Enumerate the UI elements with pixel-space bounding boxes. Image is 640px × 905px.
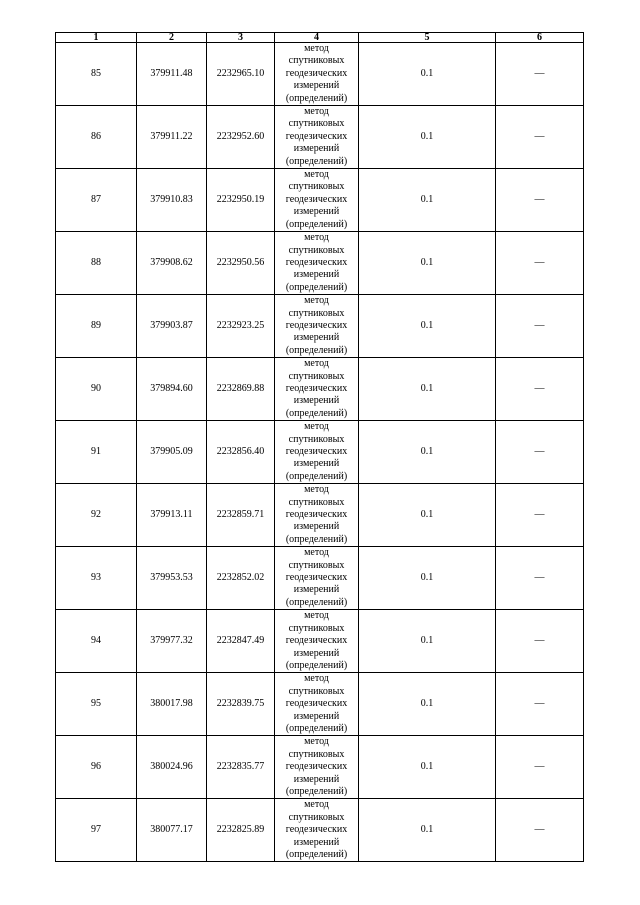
- table-row: [56, 421, 584, 484]
- note-cell: —: [496, 673, 584, 736]
- method-text-line: метод: [304, 43, 329, 54]
- method-text-line: измерений: [293, 269, 340, 281]
- x-coordinate-cell: 379911.48: [137, 43, 207, 106]
- table-row: [56, 610, 584, 673]
- y-coordinate-cell: 2232869.88: [207, 358, 275, 421]
- method-cell: [275, 799, 359, 862]
- method-text-line: измерений: [293, 395, 340, 407]
- y-coordinate-cell: 2232856.40: [207, 421, 275, 484]
- point-number-cell: 94: [56, 610, 137, 673]
- x-coordinate-cell: 379977.32: [137, 610, 207, 673]
- method-text-line: метод: [304, 484, 329, 496]
- note-cell: —: [496, 799, 584, 862]
- point-number-cell: 89: [56, 295, 137, 358]
- method-text-line: (определений): [285, 533, 348, 545]
- y-coordinate-cell: 2232965.10: [207, 43, 275, 106]
- column-header: 4: [275, 33, 359, 43]
- method-text-line: геодезических: [285, 761, 348, 773]
- note-cell: —: [496, 358, 584, 421]
- x-coordinate-cell: 379953.53: [137, 547, 207, 610]
- method-text-line: (определений): [285, 218, 348, 230]
- y-coordinate-cell: 2232950.56: [207, 232, 275, 295]
- note-cell: —: [496, 610, 584, 673]
- note-cell: —: [496, 43, 584, 106]
- y-coordinate-cell: 2232952.60: [207, 106, 275, 169]
- x-coordinate-cell: 379905.09: [137, 421, 207, 484]
- accuracy-cell: 0.1: [359, 358, 496, 421]
- method-cell: [275, 232, 359, 295]
- point-number-cell: 91: [56, 421, 137, 484]
- note-cell: —: [496, 547, 584, 610]
- table-body: [56, 43, 584, 862]
- table-row: [56, 358, 584, 421]
- accuracy-cell: 0.1: [359, 295, 496, 358]
- note-cell: —: [496, 421, 584, 484]
- method-text-line: (определений): [285, 344, 348, 356]
- accuracy-cell: 0.1: [359, 673, 496, 736]
- point-number-cell: 97: [56, 799, 137, 862]
- point-number-cell: 85: [56, 43, 137, 106]
- method-text-line: спутниковых: [288, 559, 345, 571]
- y-coordinate-cell: 2232859.71: [207, 484, 275, 547]
- method-text-line: спутниковых: [288, 685, 345, 697]
- method-text-line: спутниковых: [288, 118, 345, 130]
- method-text-line: геодезических: [285, 382, 348, 394]
- accuracy-cell: 0.1: [359, 547, 496, 610]
- method-cell: [275, 43, 359, 106]
- method-text-line: геодезических: [285, 572, 348, 584]
- method-text-line: геодезических: [285, 193, 348, 205]
- point-number-cell: 96: [56, 736, 137, 799]
- method-text-line: спутниковых: [288, 181, 345, 193]
- coordinates-table: [55, 32, 584, 862]
- x-coordinate-cell: 380077.17: [137, 799, 207, 862]
- method-text-line: измерений: [293, 206, 340, 218]
- method-text-line: (определений): [285, 470, 348, 482]
- point-number-cell: 87: [56, 169, 137, 232]
- method-text-line: (определений): [285, 596, 348, 608]
- table-row: [56, 484, 584, 547]
- y-coordinate-cell: 2232923.25: [207, 295, 275, 358]
- accuracy-cell: 0.1: [359, 421, 496, 484]
- header-row: [56, 33, 584, 43]
- method-text-line: (определений): [285, 155, 348, 167]
- accuracy-cell: 0.1: [359, 736, 496, 799]
- method-cell: [275, 106, 359, 169]
- method-text-line: геодезических: [285, 509, 348, 521]
- method-text-line: геодезических: [285, 67, 348, 79]
- method-cell: [275, 484, 359, 547]
- y-coordinate-cell: 2232825.89: [207, 799, 275, 862]
- method-text-line: спутниковых: [288, 811, 345, 823]
- note-cell: —: [496, 736, 584, 799]
- note-cell: —: [496, 106, 584, 169]
- method-cell: [275, 610, 359, 673]
- method-text-line: измерений: [293, 458, 340, 470]
- method-text-line: метод: [304, 799, 329, 811]
- note-cell: —: [496, 232, 584, 295]
- method-text-line: измерений: [293, 773, 340, 785]
- x-coordinate-cell: 379894.60: [137, 358, 207, 421]
- x-coordinate-cell: 379913.11: [137, 484, 207, 547]
- method-text-line: геодезических: [285, 130, 348, 142]
- method-text-line: метод: [304, 169, 329, 181]
- x-coordinate-cell: 379903.87: [137, 295, 207, 358]
- method-text-line: спутниковых: [288, 307, 345, 319]
- table-header: [56, 33, 584, 43]
- method-text-line: метод: [304, 358, 329, 370]
- table-row: [56, 673, 584, 736]
- column-header: 3: [207, 33, 275, 43]
- method-text-line: геодезических: [285, 635, 348, 647]
- y-coordinate-cell: 2232835.77: [207, 736, 275, 799]
- note-cell: —: [496, 169, 584, 232]
- method-text-line: измерений: [293, 143, 340, 155]
- method-cell: [275, 736, 359, 799]
- method-text-line: (определений): [285, 92, 348, 104]
- method-text-line: спутниковых: [288, 622, 345, 634]
- method-text-line: измерений: [293, 836, 340, 848]
- method-text-line: измерений: [293, 584, 340, 596]
- method-text-line: (определений): [285, 785, 348, 797]
- method-text-line: измерений: [293, 710, 340, 722]
- method-text-line: спутниковых: [288, 370, 345, 382]
- method-cell: [275, 358, 359, 421]
- note-cell: —: [496, 484, 584, 547]
- table-row: [56, 106, 584, 169]
- method-cell: [275, 547, 359, 610]
- method-cell: [275, 421, 359, 484]
- table-row: [56, 736, 584, 799]
- accuracy-cell: 0.1: [359, 484, 496, 547]
- point-number-cell: 90: [56, 358, 137, 421]
- method-text-line: метод: [304, 295, 329, 307]
- method-text-line: спутниковых: [288, 748, 345, 760]
- point-number-cell: 93: [56, 547, 137, 610]
- method-text-line: метод: [304, 421, 329, 433]
- y-coordinate-cell: 2232839.75: [207, 673, 275, 736]
- point-number-cell: 92: [56, 484, 137, 547]
- method-text-line: метод: [304, 736, 329, 748]
- method-text-line: измерений: [293, 80, 340, 92]
- method-text-line: спутниковых: [288, 55, 345, 67]
- method-text-line: (определений): [285, 281, 348, 293]
- x-coordinate-cell: 379908.62: [137, 232, 207, 295]
- method-text-line: спутниковых: [288, 433, 345, 445]
- column-header: 2: [137, 33, 207, 43]
- y-coordinate-cell: 2232852.02: [207, 547, 275, 610]
- method-text-line: измерений: [293, 521, 340, 533]
- accuracy-cell: 0.1: [359, 43, 496, 106]
- y-coordinate-cell: 2232847.49: [207, 610, 275, 673]
- table-row: [56, 232, 584, 295]
- method-cell: [275, 295, 359, 358]
- method-text-line: геодезических: [285, 446, 348, 457]
- accuracy-cell: 0.1: [359, 610, 496, 673]
- method-text-line: метод: [304, 610, 329, 622]
- note-cell: —: [496, 295, 584, 358]
- method-text-line: метод: [304, 106, 329, 118]
- accuracy-cell: 0.1: [359, 169, 496, 232]
- method-text-line: измерений: [293, 647, 340, 659]
- method-cell: [275, 169, 359, 232]
- table-row: [56, 295, 584, 358]
- x-coordinate-cell: 380017.98: [137, 673, 207, 736]
- accuracy-cell: 0.1: [359, 799, 496, 862]
- accuracy-cell: 0.1: [359, 106, 496, 169]
- method-text-line: (определений): [285, 849, 348, 860]
- point-number-cell: 95: [56, 673, 137, 736]
- method-text-line: геодезических: [285, 319, 348, 331]
- method-text-line: геодезических: [285, 698, 348, 710]
- table-row: [56, 799, 584, 862]
- method-text-line: (определений): [285, 722, 348, 734]
- table-row: [56, 547, 584, 610]
- point-number-cell: 88: [56, 232, 137, 295]
- method-text-line: измерений: [293, 332, 340, 344]
- method-text-line: (определений): [285, 659, 348, 671]
- table-row: [56, 43, 584, 106]
- x-coordinate-cell: 379910.83: [137, 169, 207, 232]
- column-header: 6: [496, 33, 584, 43]
- method-text-line: метод: [304, 673, 329, 685]
- method-text-line: метод: [304, 232, 329, 244]
- method-text-line: спутниковых: [288, 244, 345, 256]
- y-coordinate-cell: 2232950.19: [207, 169, 275, 232]
- table-row: [56, 169, 584, 232]
- accuracy-cell: 0.1: [359, 232, 496, 295]
- method-text-line: геодезических: [285, 824, 348, 836]
- point-number-cell: 86: [56, 106, 137, 169]
- method-text-line: спутниковых: [288, 496, 345, 508]
- x-coordinate-cell: 379911.22: [137, 106, 207, 169]
- method-text-line: (определений): [285, 407, 348, 419]
- method-text-line: метод: [304, 547, 329, 559]
- method-text-line: геодезических: [285, 256, 348, 268]
- column-header: 5: [359, 33, 496, 43]
- method-cell: [275, 673, 359, 736]
- column-header: 1: [56, 33, 137, 43]
- x-coordinate-cell: 380024.96: [137, 736, 207, 799]
